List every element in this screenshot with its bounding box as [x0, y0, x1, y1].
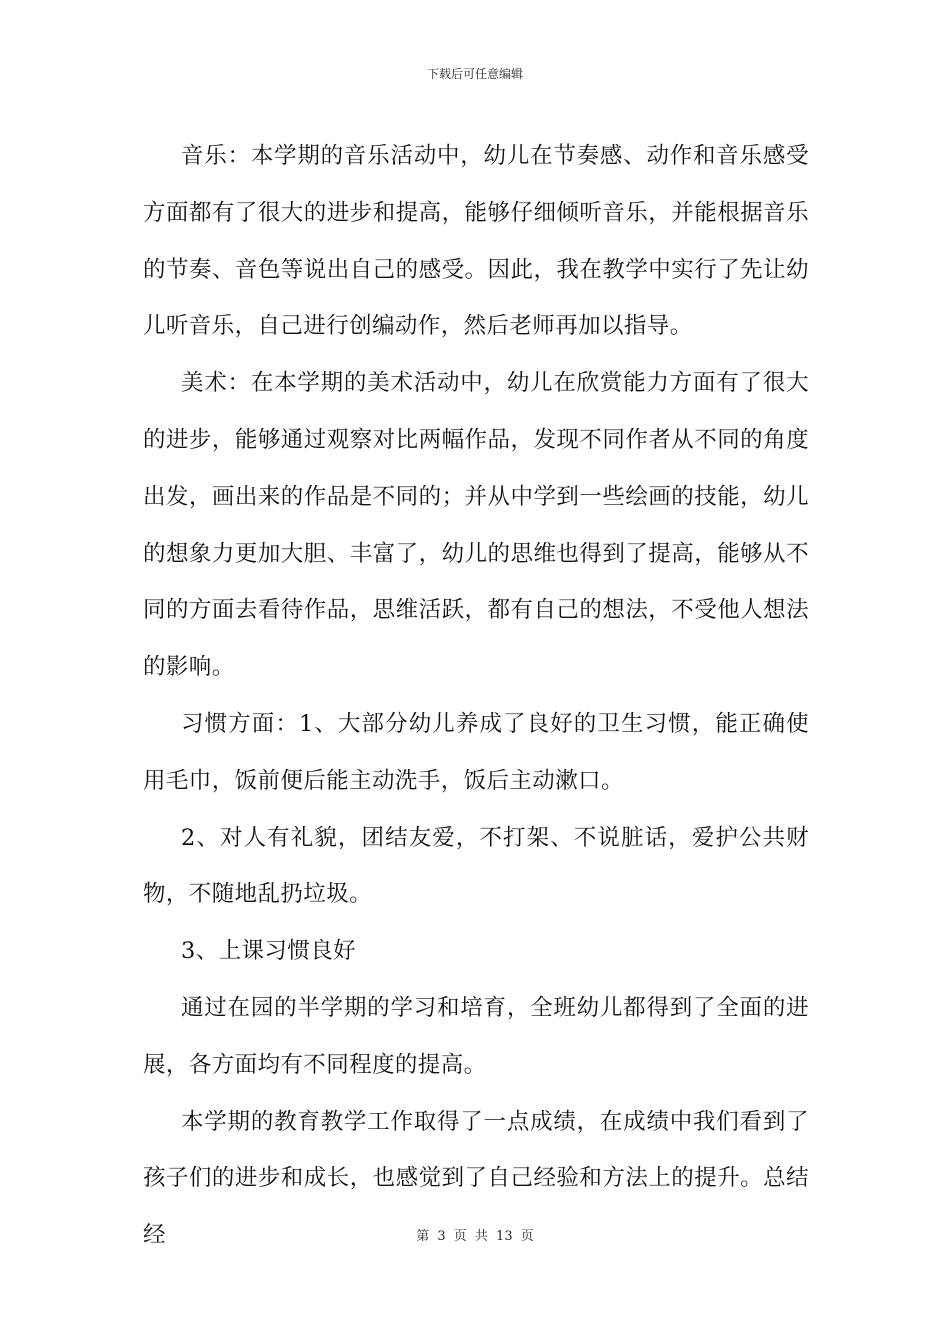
- page-header: 下载后可任意编辑: [426, 67, 523, 81]
- document-body: [143, 128, 809, 1264]
- paragraph-summary: 本学期的教育教学工作取得了一点成绩，在成绩中我们看到了孩子们的进步和成长，也感觉到了自己经验和方法上的提升。总结经: [143, 1108, 809, 1249]
- paragraph-music: 音乐：本学期的音乐活动中，幼儿在节奏感、动作和音乐感受方面都有了很大的进步和提高，能够仔细倾听音乐，并能根据音乐的节奏、音色等说出自己的感受。因此，我在教学中实行了先让幼儿听音乐，自己进行创编动作，然后老师再加以指导。: [143, 143, 809, 340]
- page-number: 第 3 页 共 13 页: [416, 1229, 534, 1244]
- paragraph-art: 美术：在本学期的美术活动中，幼儿在欣赏能力方面有了很大的进步，能够通过观察对比两幅作品，发现不同作者从不同的角度出发，画出来的作品是不同的；并从中学到一些绘画的技能，幼儿的想象力更加大胆、丰富了，幼儿的思维也得到了提高，能够从不同的方面去看待作品，思维活跃，都有自己的想法，不受他人想法的影响。: [143, 370, 809, 681]
- paragraph-class-habits: 3、上课习惯良好: [181, 938, 357, 965]
- paragraph-habits: 习惯方面：1、大部分幼儿养成了良好的卫生习惯，能正确使用毛巾，饭前便后能主动洗手，饭后主动漱口。: [143, 710, 809, 794]
- paragraph-progress: 通过在园的半学期的学习和培育，全班幼儿都得到了全面的进展，各方面均有不同程度的提高。: [143, 994, 809, 1078]
- paragraph-manners: 2、对人有礼貌，团结友爱，不打架、不说脏话，爱护公共财物，不随地乱扔垃圾。: [143, 824, 809, 908]
